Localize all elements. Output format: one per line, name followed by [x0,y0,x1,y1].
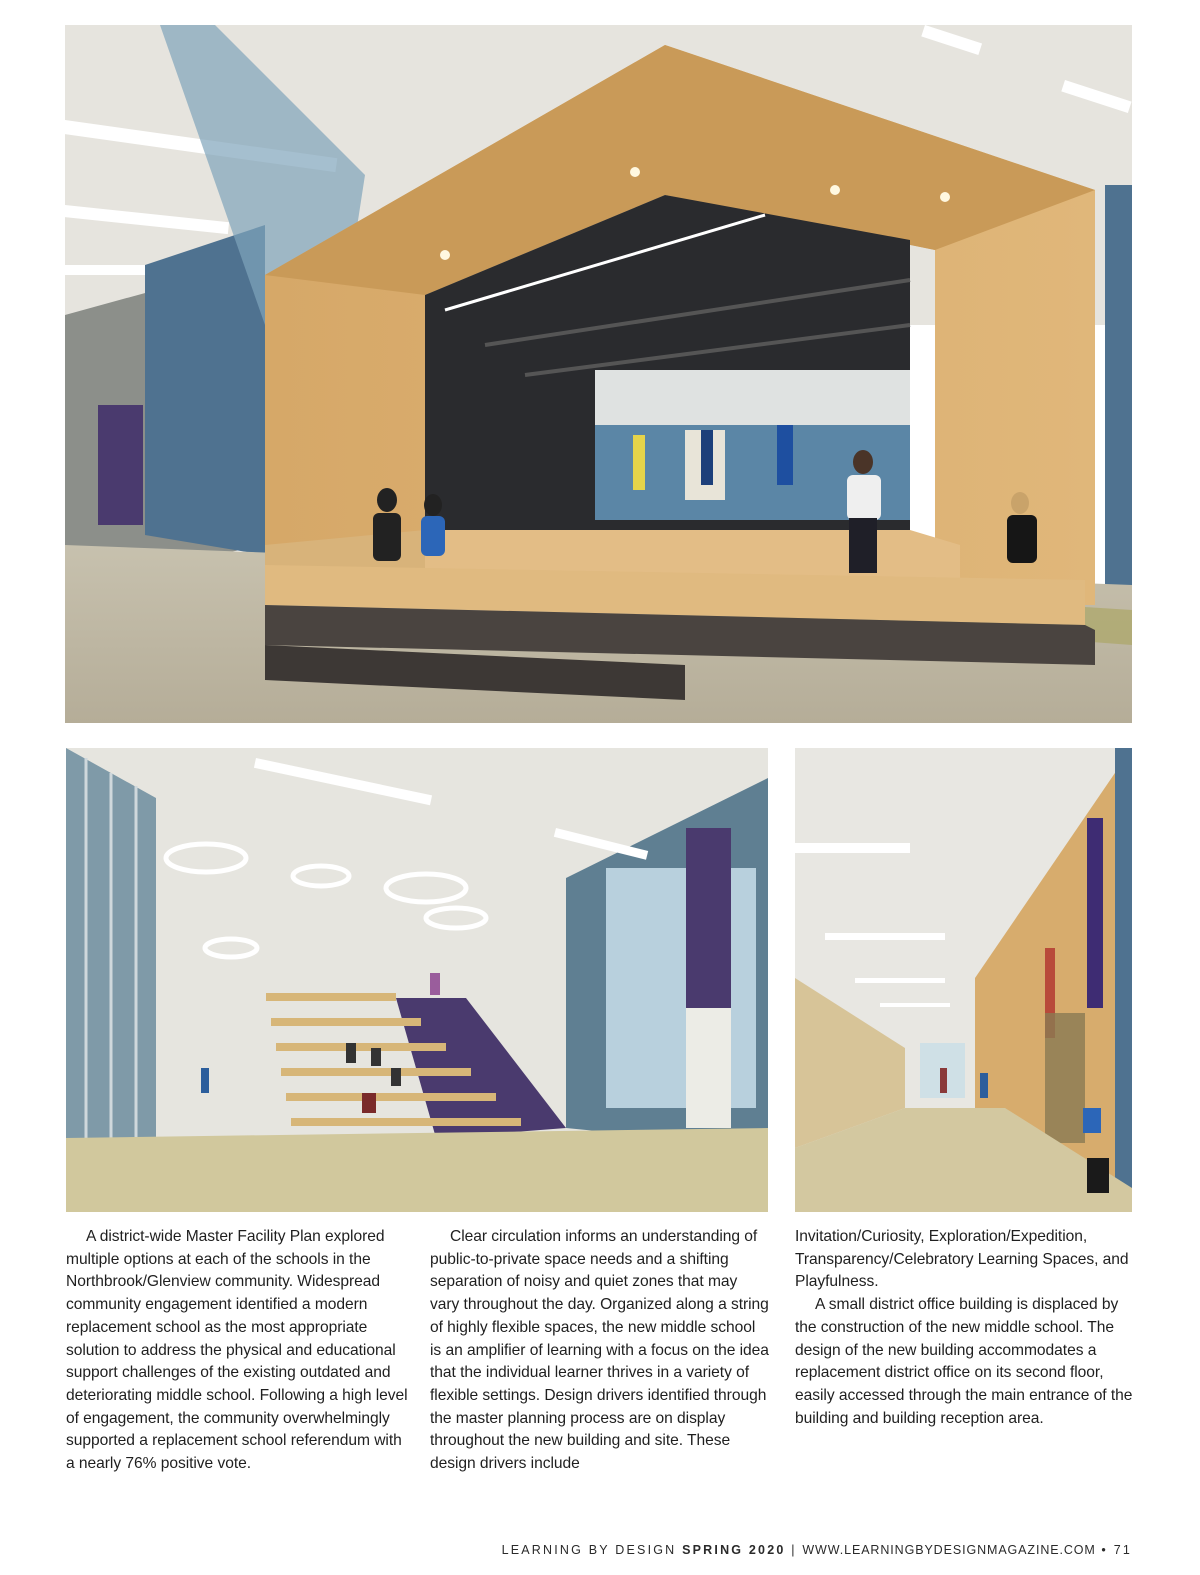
article-paragraph-continued: Invitation/Curiosity, Exploration/Expedition, Transparency/Celebratory Learning Spaces, and Playfulness. [795,1228,1129,1291]
photo-corridor-image [795,748,1132,1212]
article-paragraph: Clear circulation informs an understanding of public-to-private space needs and a shifting separation of noisy and quiet zones that may vary throughout the day. Organized along a string of highly flexible spaces, the new middle school is an amplifier of learning with a focus on the idea that the individual learner thrives in a variety of flexible settings. Design drivers identified through the master planning process are on display throughout the new building and site. These design drivers include [430,1228,769,1473]
article-paragraph: A district-wide Master Facility Plan explored multiple options at each of the schools in the Northbrook/Glenview community. Widespread community engagement identified a modern replacement school as the most appropriate solution to address the physical and educational support challenges of the existing outdated and deteriorating middle school. Following a high level of engagement, the community overwhelmingly supported a replacement school referendum with a nearly 76% positive vote. [66,1228,408,1473]
website-link[interactable]: WWW.LEARNINGBYDESIGNMAGAZINE.COM [802,1543,1096,1557]
page-footer [502,1543,1132,1557]
issue-label: SPRING 2020 [682,1543,786,1557]
purple-column [98,405,143,525]
article-column-2 [430,1226,770,1476]
article-column-1 [66,1226,411,1476]
photo-stage [65,25,1132,723]
magazine-name: LEARNING BY DESIGN [501,1543,677,1557]
photo-stage-image [65,25,1132,723]
article-paragraph: A small district office building is displaced by the construction of the new middle school. The design of the new building accommodates a replacement district office on its second floor, easily accessed through the main entrance of the building and building reception area. [795,1296,1133,1427]
article-column-3 [795,1226,1140,1430]
footer-separator: | [791,1543,797,1557]
page-number: 71 [1113,1543,1132,1557]
photo-atrium-stair [66,748,768,1212]
photo-corridor [795,748,1132,1212]
footer-bullet: • [1101,1543,1108,1557]
photo-atrium-stair-image [66,748,768,1212]
